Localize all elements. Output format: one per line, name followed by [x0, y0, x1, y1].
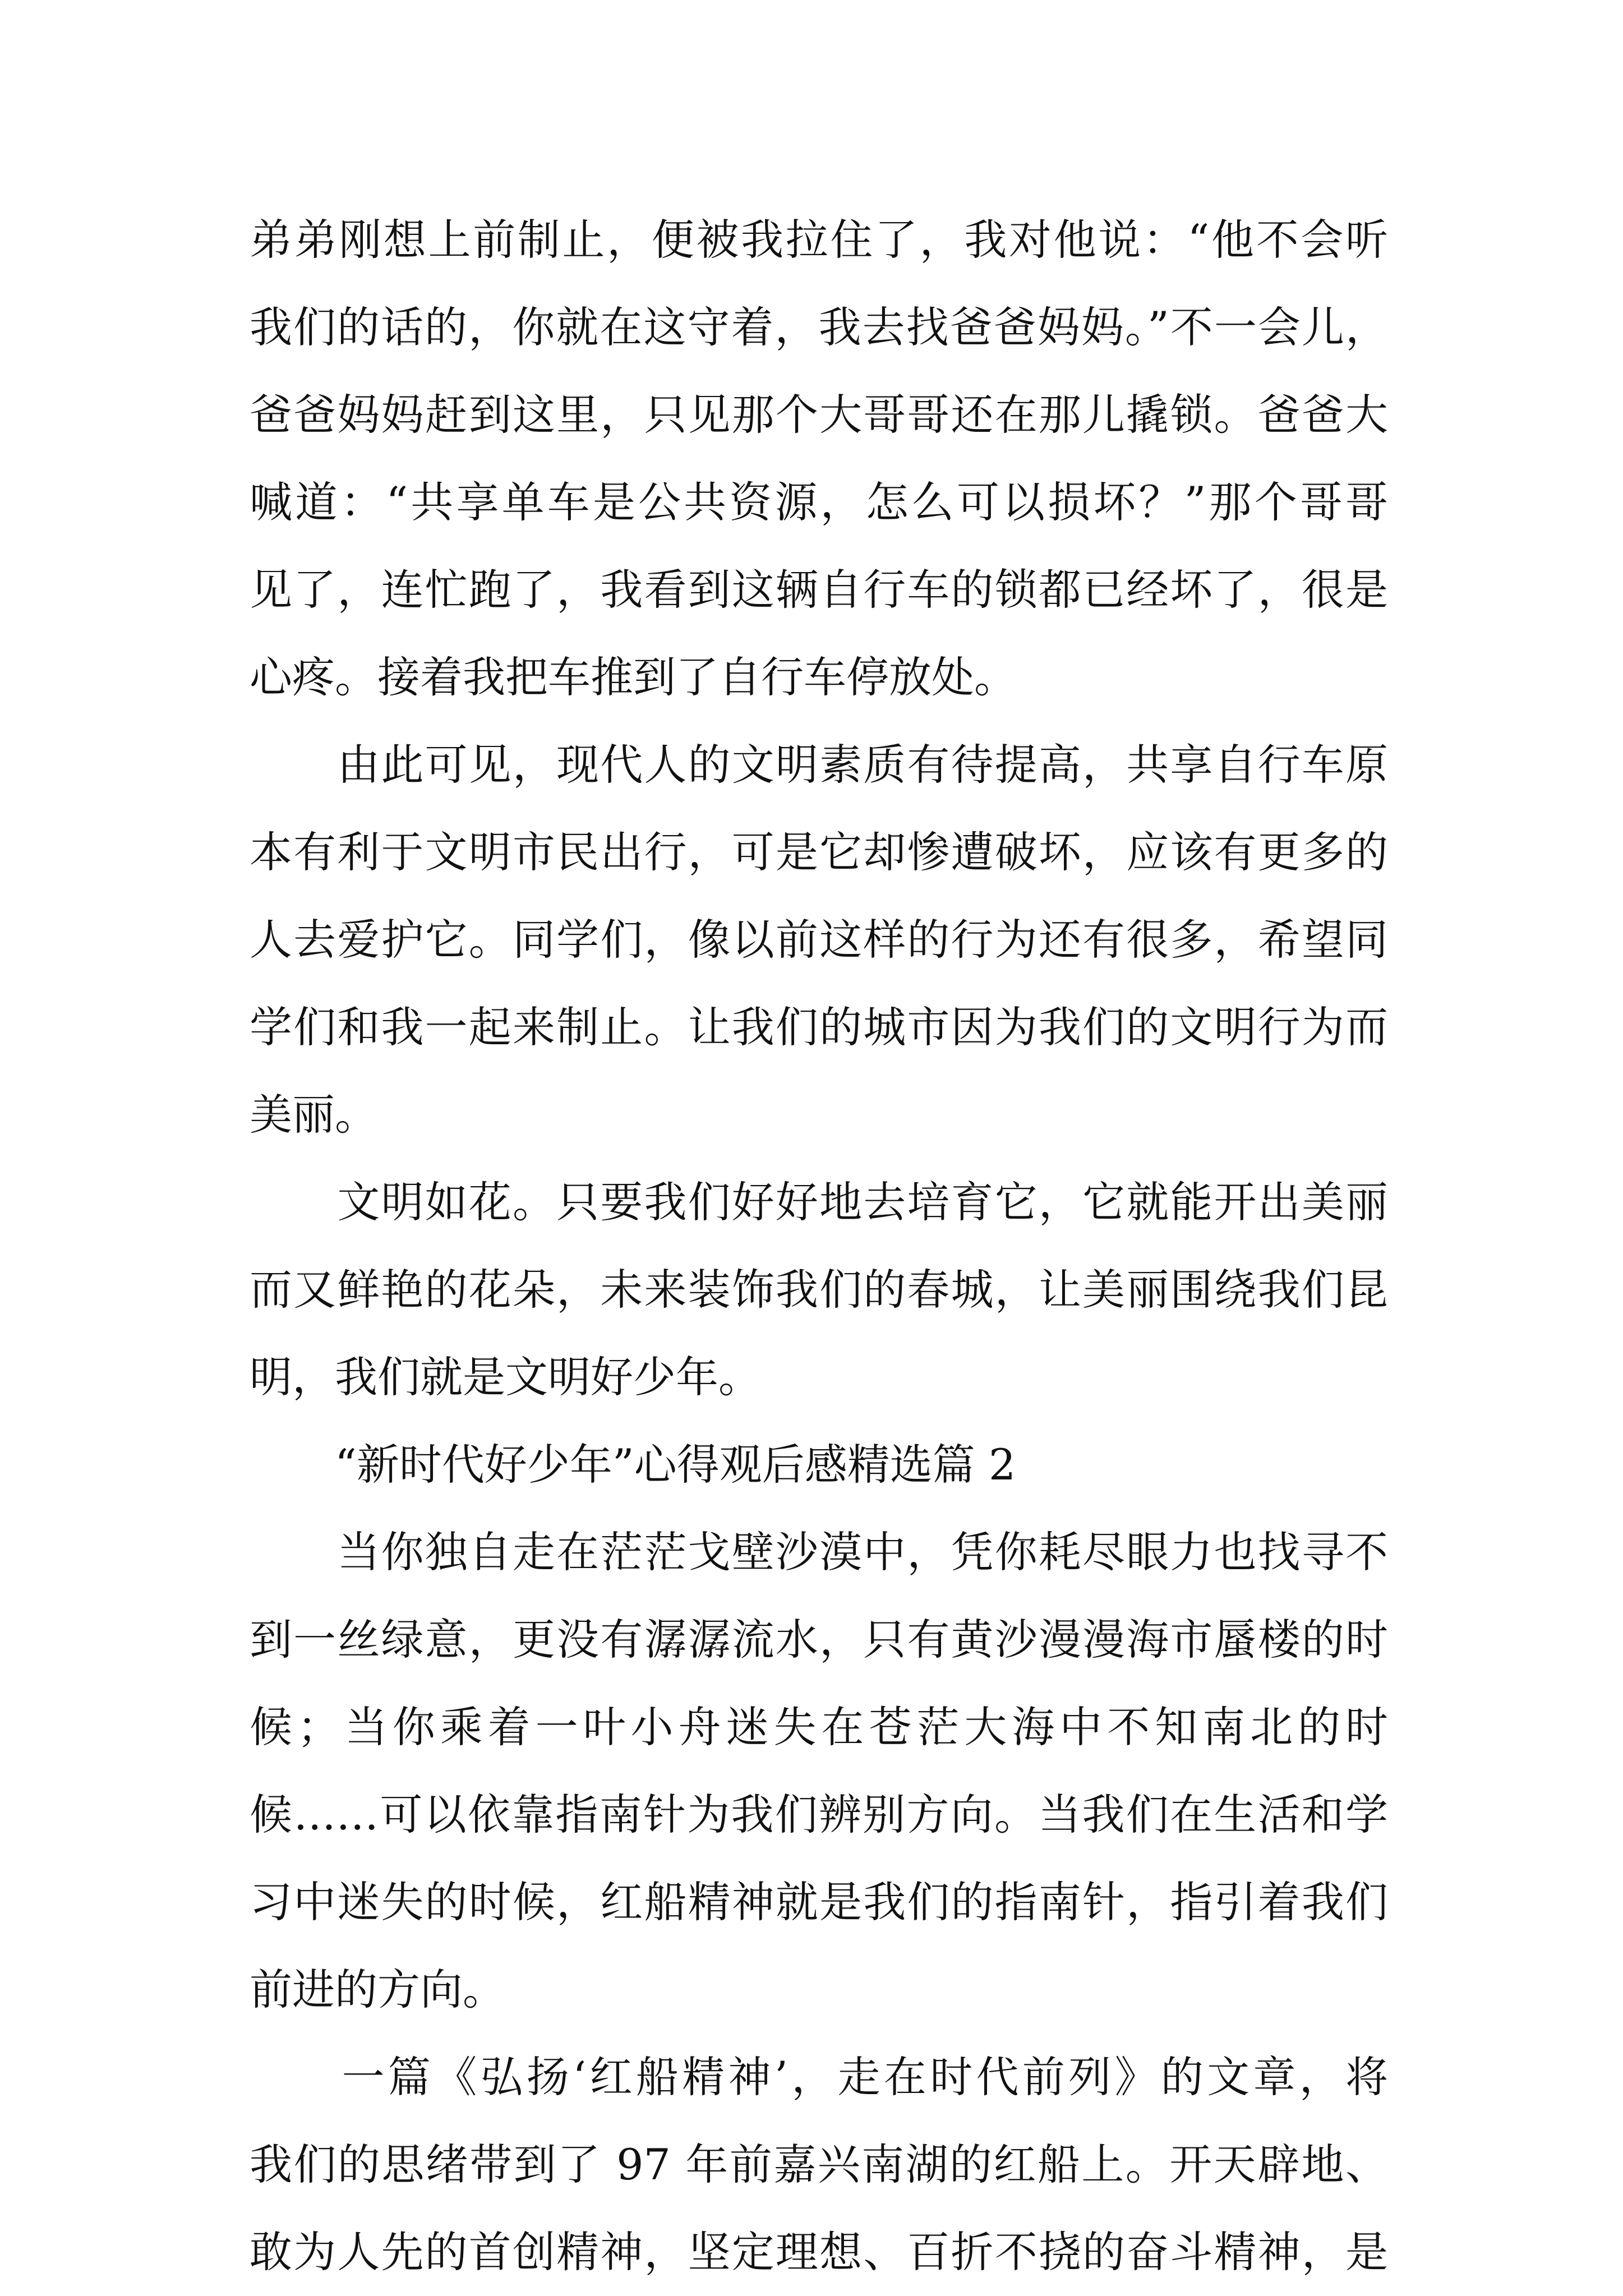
text-line: 文明如花。只要我们好好地去培育它，它就能开出美丽 [250, 1177, 1388, 1227]
text-line: 我们的思绪带到了 97 年前嘉兴南湖的红船上。开天辟地、 [250, 2140, 1388, 2189]
text-line: 候……可以依靠指南针为我们辨别方向。当我们在生活和学 [250, 1790, 1388, 1839]
text-line: 当你独自走在茫茫戈壁沙漠中，凭你耗尽眼力也找寻不 [250, 1527, 1388, 1577]
text-line: 弟弟刚想上前制止，便被我拉住了，我对他说：“他不会听 [250, 215, 1388, 265]
text-line: 学们和我一起来制止。让我们的城市因为我们的文明行为而 [250, 1002, 1388, 1052]
text-line: 人去爱护它。同学们，像以前这样的行为还有很多，希望同 [250, 915, 1388, 965]
text-line: 前进的方向。 [250, 1965, 505, 2014]
body-text [250, 196, 1388, 2296]
text-line: 见了，连忙跑了，我看到这辆自行车的锁都已经坏了，很是 [250, 565, 1388, 615]
text-line: 爸爸妈妈赶到这里，只见那个大哥哥还在那儿撬锁。爸爸大 [250, 390, 1388, 440]
text-line: 候；当你乘着一叶小舟迷失在苍茫大海中不知南北的时 [250, 1702, 1388, 1752]
text-line: 本有利于文明市民出行，可是它却惨遭破坏，应该有更多的 [250, 827, 1388, 877]
text-line: 一篇《弘扬‘红船精神’，走在时代前列》的文章，将 [250, 2052, 1388, 2102]
text-line: 习中迷失的时候，红船精神就是我们的指南针，指引着我们 [250, 1877, 1388, 1927]
text-line: 明，我们就是文明好少年。 [250, 1352, 761, 1402]
section-heading: “新时代好少年”心得观后感精选篇 2 [250, 1440, 1016, 1490]
text-line: 由此可见，现代人的文明素质有待提高，共享自行车原 [250, 740, 1388, 790]
text-line: 到一丝绿意，更没有潺潺流水，只有黄沙漫漫海市蜃楼的时 [250, 1615, 1388, 1665]
text-line: 我们的话的，你就在这守着，我去找爸爸妈妈。”不一会儿， [250, 302, 1388, 352]
text-line: 美丽。 [250, 1090, 377, 1140]
text-line: 敢为人先的首创精神，坚定理想、百折不挠的奋斗精神，是 [250, 2227, 1388, 2277]
text-line: 心疼。接着我把车推到了自行车停放处。 [250, 652, 1017, 702]
text-line: 喊道：“共享单车是公共资源，怎么可以损坏？”那个哥哥 [250, 477, 1388, 527]
text-line: 而又鲜艳的花朵，未来装饰我们的春城，让美丽围绕我们昆 [250, 1265, 1388, 1315]
